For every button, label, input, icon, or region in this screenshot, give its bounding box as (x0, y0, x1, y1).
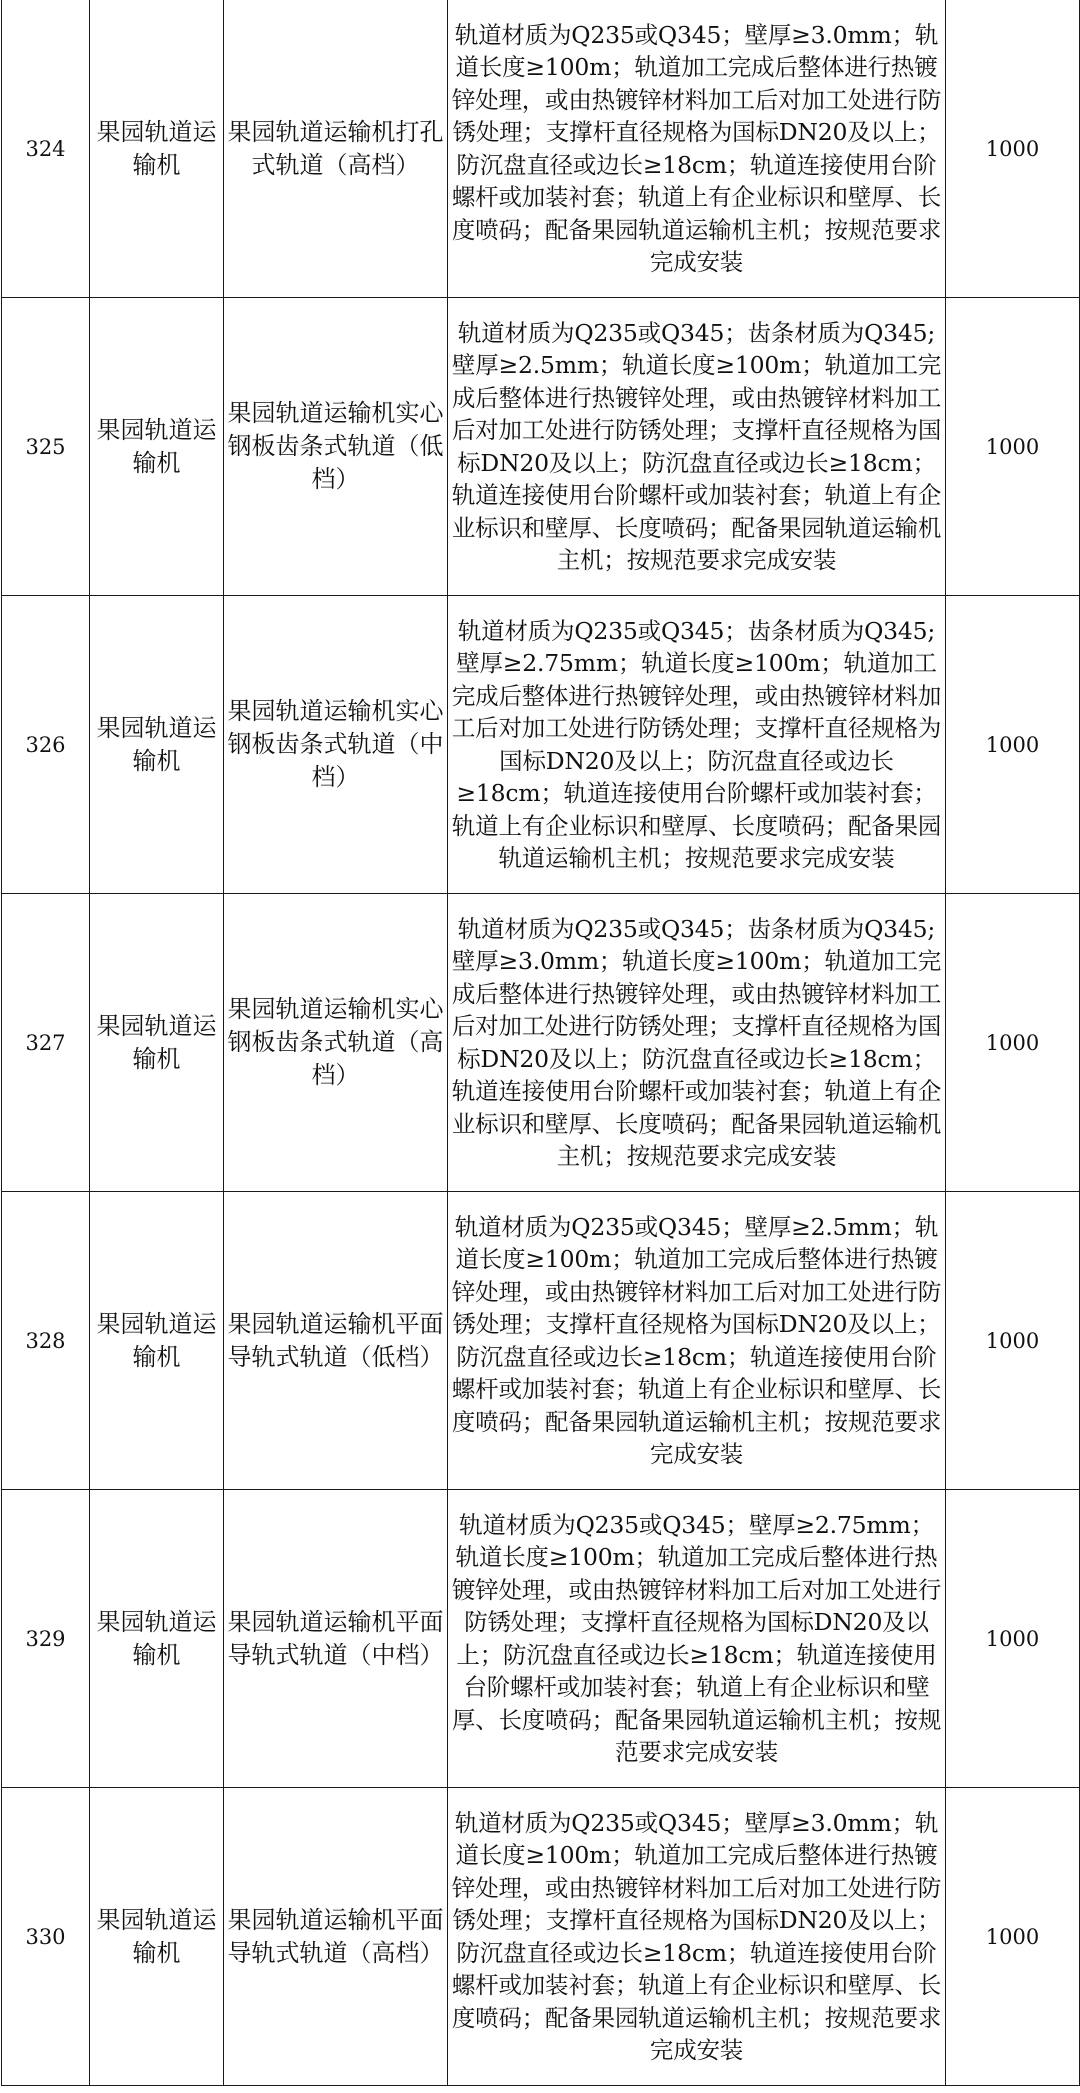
item-quantity: 1000 (946, 894, 1080, 1192)
item-spec: 轨道材质为Q235或Q345；齿条材质为Q345;壁厚≥3.0mm；轨道长度≥100m；轨道加工完成后整体进行热镀锌处理，或由热镀锌材料加工后对加工处进行防锈处理；支撑杆直径规格为国标DN20及以上；防沉盘直径或边长≥18cm；轨道连接使用台阶螺杆或加装衬套；轨道上有企业标识和壁厚、长度喷码；配备果园轨道运输机主机；按规范要求完成安装 (448, 894, 946, 1192)
item-number: 327 (2, 894, 90, 1192)
item-category: 果园轨道运输机 (90, 298, 224, 596)
item-quantity: 1000 (946, 1490, 1080, 1788)
item-name: 果园轨道运输机实心钢板齿条式轨道（中档） (224, 596, 448, 894)
item-name: 果园轨道运输机平面导轨式轨道（低档） (224, 1192, 448, 1490)
table-body (2, 0, 1080, 2086)
table-row (2, 0, 1080, 298)
item-quantity: 1000 (946, 1192, 1080, 1490)
item-spec: 轨道材质为Q235或Q345；壁厚≥3.0mm；轨道长度≥100m；轨道加工完成后整体进行热镀锌处理，或由热镀锌材料加工后对加工处进行防锈处理；支撑杆直径规格为国标DN20及以上；防沉盘直径或边长≥18cm；轨道连接使用台阶螺杆或加装衬套；轨道上有企业标识和壁厚、长度喷码；配备果园轨道运输机主机；按规范要求完成安装 (448, 0, 946, 298)
item-quantity: 1000 (946, 0, 1080, 298)
item-spec: 轨道材质为Q235或Q345；齿条材质为Q345;壁厚≥2.5mm；轨道长度≥100m；轨道加工完成后整体进行热镀锌处理，或由热镀锌材料加工后对加工处进行防锈处理；支撑杆直径规格为国标DN20及以上；防沉盘直径或边长≥18cm；轨道连接使用台阶螺杆或加装衬套；轨道上有企业标识和壁厚、长度喷码；配备果园轨道运输机主机；按规范要求完成安装 (448, 298, 946, 596)
table-row (2, 298, 1080, 596)
item-category: 果园轨道运输机 (90, 894, 224, 1192)
item-number: 326 (2, 596, 90, 894)
item-number: 330 (2, 1788, 90, 2086)
item-name: 果园轨道运输机实心钢板齿条式轨道（低档） (224, 298, 448, 596)
table-row (2, 894, 1080, 1192)
table-row (2, 596, 1080, 894)
item-number: 324 (2, 0, 90, 298)
table-row (2, 1788, 1080, 2086)
table-row (2, 1490, 1080, 1788)
item-category: 果园轨道运输机 (90, 1788, 224, 2086)
equipment-spec-table (1, 0, 1080, 2086)
item-category: 果园轨道运输机 (90, 1192, 224, 1490)
item-spec: 轨道材质为Q235或Q345；壁厚≥2.5mm；轨道长度≥100m；轨道加工完成后整体进行热镀锌处理，或由热镀锌材料加工后对加工处进行防锈处理；支撑杆直径规格为国标DN20及以上；防沉盘直径或边长≥18cm；轨道连接使用台阶螺杆或加装衬套；轨道上有企业标识和壁厚、长度喷码；配备果园轨道运输机主机；按规范要求完成安装 (448, 1192, 946, 1490)
item-name: 果园轨道运输机平面导轨式轨道（中档） (224, 1490, 448, 1788)
item-spec: 轨道材质为Q235或Q345；壁厚≥2.75mm；轨道长度≥100m；轨道加工完成后整体进行热镀锌处理，或由热镀锌材料加工后对加工处进行防锈处理；支撑杆直径规格为国标DN20及以上；防沉盘直径或边长≥18cm；轨道连接使用台阶螺杆或加装衬套；轨道上有企业标识和壁厚、长度喷码；配备果园轨道运输机主机；按规范要求完成安装 (448, 1490, 946, 1788)
item-number: 328 (2, 1192, 90, 1490)
item-quantity: 1000 (946, 1788, 1080, 2086)
item-name: 果园轨道运输机实心钢板齿条式轨道（高档） (224, 894, 448, 1192)
item-quantity: 1000 (946, 298, 1080, 596)
item-name: 果园轨道运输机打孔式轨道（高档） (224, 0, 448, 298)
item-spec: 轨道材质为Q235或Q345；齿条材质为Q345;壁厚≥2.75mm；轨道长度≥100m；轨道加工完成后整体进行热镀锌处理，或由热镀锌材料加工后对加工处进行防锈处理；支撑杆直径规格为国标DN20及以上；防沉盘直径或边长≥18cm；轨道连接使用台阶螺杆或加装衬套；轨道上有企业标识和壁厚、长度喷码；配备果园轨道运输机主机；按规范要求完成安装 (448, 596, 946, 894)
item-name: 果园轨道运输机平面导轨式轨道（高档） (224, 1788, 448, 2086)
item-category: 果园轨道运输机 (90, 0, 224, 298)
item-category: 果园轨道运输机 (90, 1490, 224, 1788)
item-number: 325 (2, 298, 90, 596)
item-number: 329 (2, 1490, 90, 1788)
item-quantity: 1000 (946, 596, 1080, 894)
table-row (2, 1192, 1080, 1490)
item-category: 果园轨道运输机 (90, 596, 224, 894)
item-spec: 轨道材质为Q235或Q345；壁厚≥3.0mm；轨道长度≥100m；轨道加工完成后整体进行热镀锌处理，或由热镀锌材料加工后对加工处进行防锈处理；支撑杆直径规格为国标DN20及以上；防沉盘直径或边长≥18cm；轨道连接使用台阶螺杆或加装衬套；轨道上有企业标识和壁厚、长度喷码；配备果园轨道运输机主机；按规范要求完成安装 (448, 1788, 946, 2086)
